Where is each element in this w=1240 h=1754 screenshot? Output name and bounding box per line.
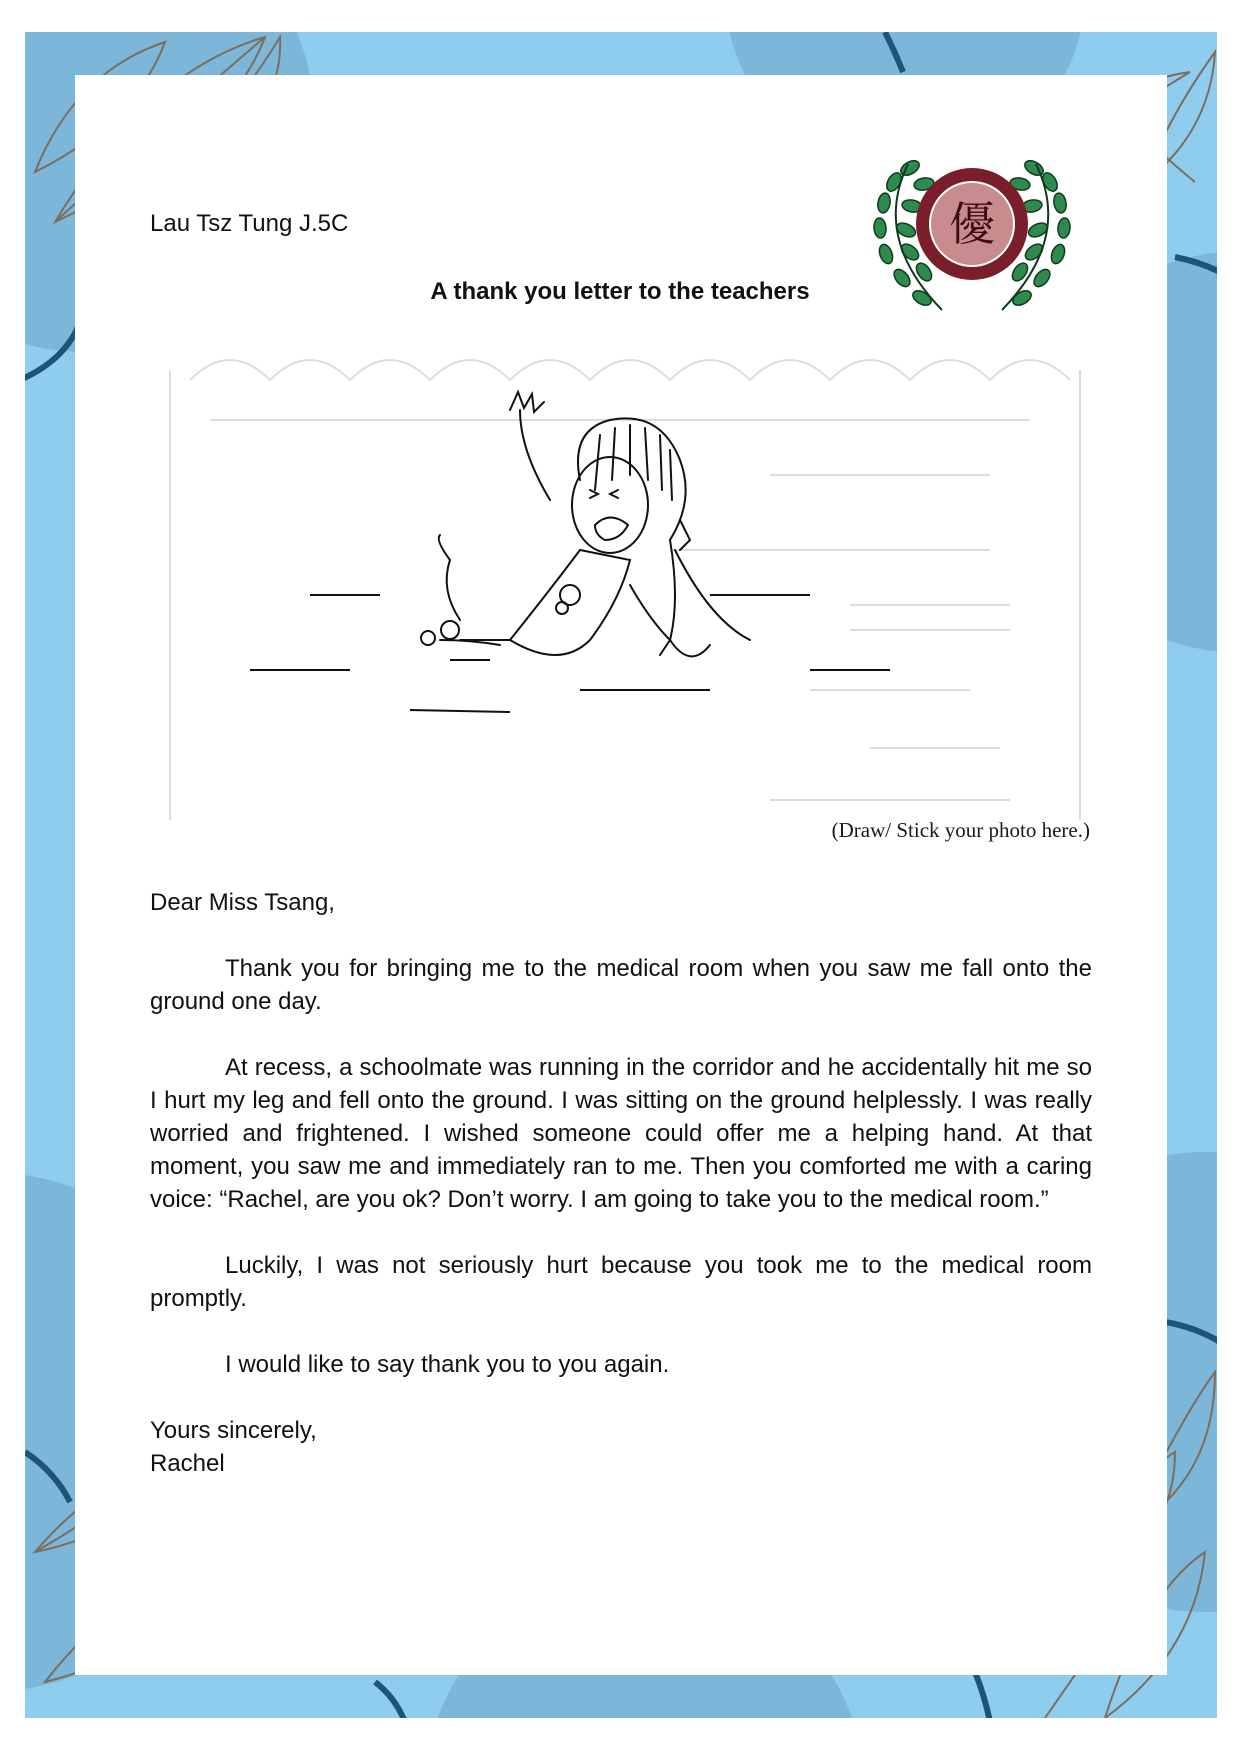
letter-paragraph-1 <box>150 952 1092 1018</box>
letter-title: A thank you letter to the teachers <box>430 278 810 305</box>
closing-phrase: Yours sincerely, <box>150 1417 317 1444</box>
school-emblem <box>852 148 1092 323</box>
laurel-wreath-icon <box>852 148 1092 318</box>
letter-paragraph-2 <box>150 1051 1092 1216</box>
signature: Rachel <box>150 1450 225 1477</box>
closing-block <box>150 1414 1092 1480</box>
author-line: Lau Tsz Tung J.5C <box>150 210 349 237</box>
salutation: Dear Miss Tsang, <box>150 889 335 916</box>
letter-paragraph-4 <box>150 1348 1092 1381</box>
paragraph-text: Thank you for bringing me to the medical room when you saw me fall onto the ground one day. <box>150 955 1092 1015</box>
letter-paragraph-3 <box>150 1249 1092 1315</box>
paragraph-text: At recess, a schoolmate was running in the corridor and he accidentally hit me so I hurt my leg and fell onto the ground. I was sitting on the ground helplessly. I was really worried and frightened. I wished someone could offer me a helping hand. At that moment, you saw me and immediately ran to me. Then you comforted me with a caring voice: “Rachel, are you ok? Don’t worry. I am going to take you to the medical room.” <box>150 1054 1092 1213</box>
drawing-area <box>150 340 1092 848</box>
emblem-character: 優 <box>949 197 995 251</box>
paragraph-text: Luckily, I was not seriously hurt because you took me to the medical room promptly. <box>150 1252 1092 1312</box>
child-falling-drawing <box>150 340 1092 848</box>
paragraph-text: I would like to say thank you to you again. <box>225 1351 670 1378</box>
drawing-caption: (Draw/ Stick your photo here.) <box>831 818 1090 842</box>
